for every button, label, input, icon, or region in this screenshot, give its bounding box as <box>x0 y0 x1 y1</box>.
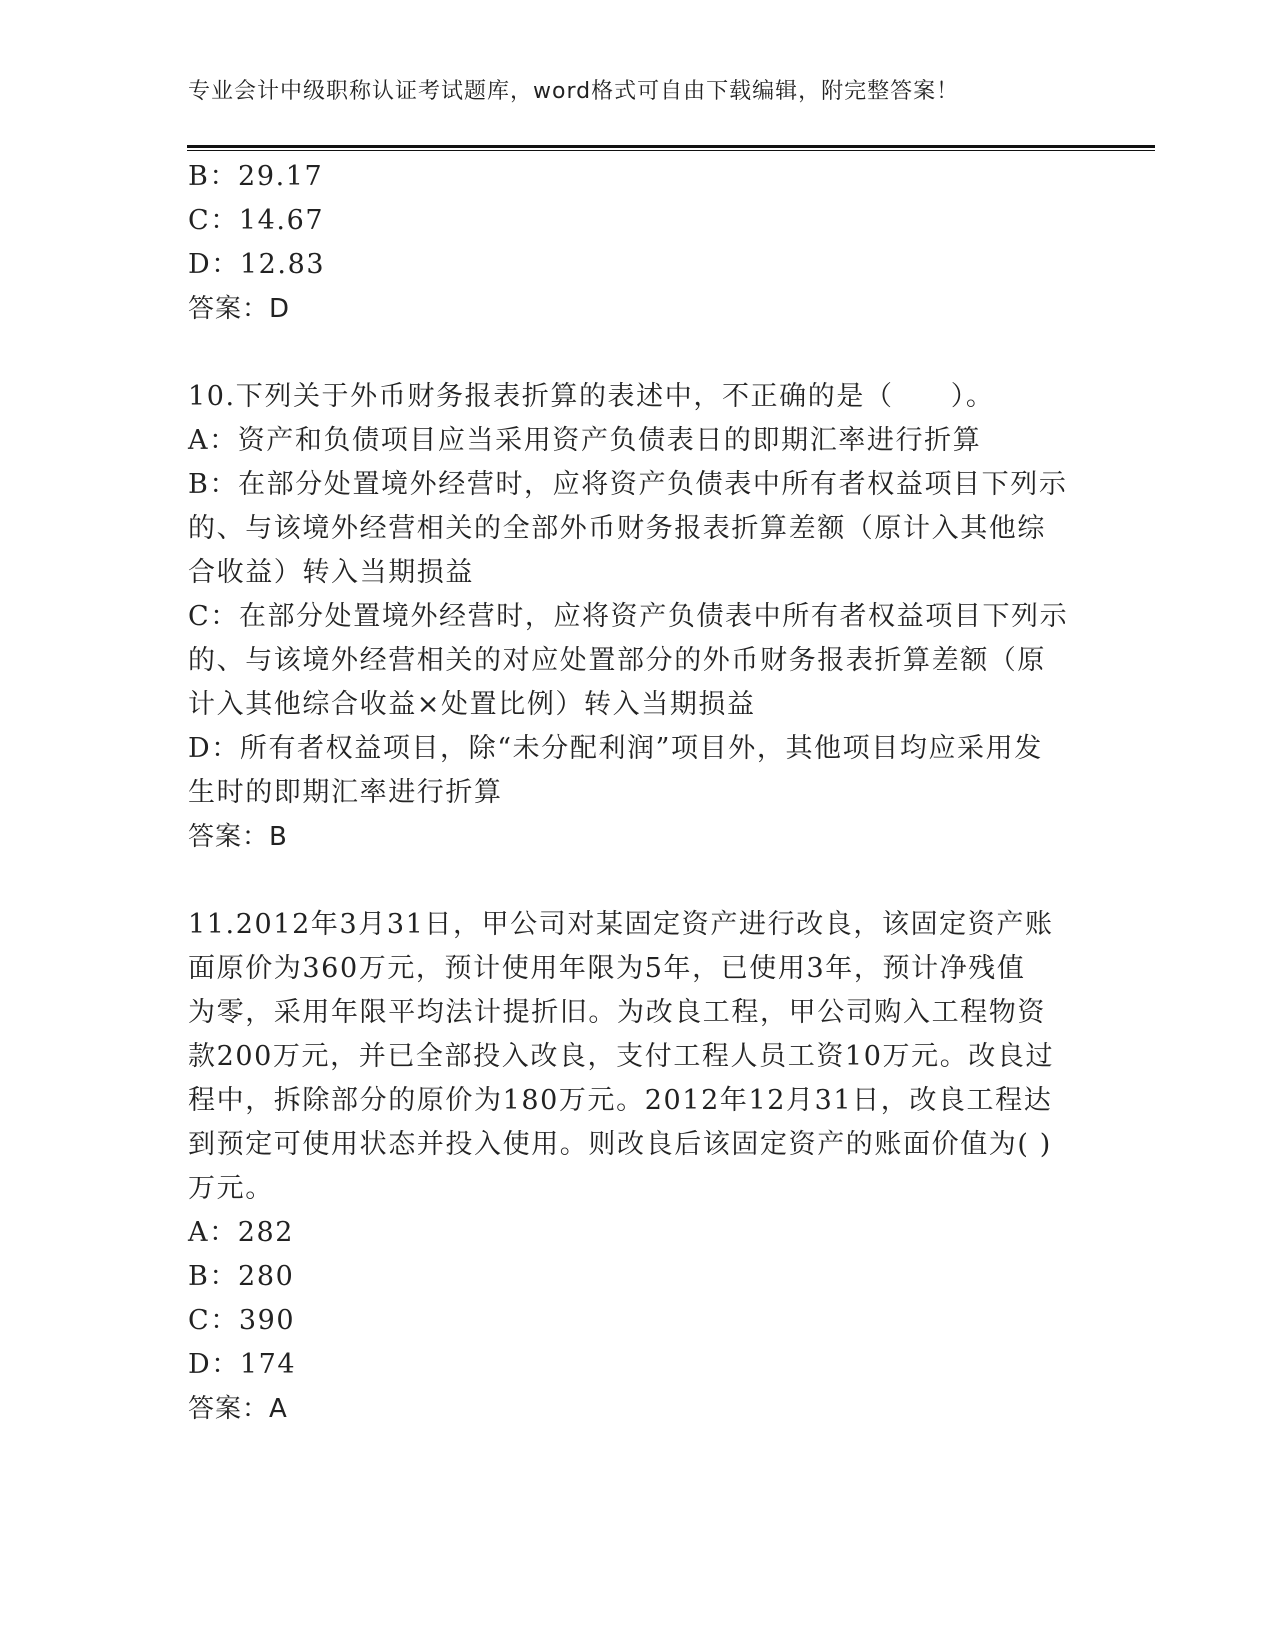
page-header: 专业会计中级职称认证考试题库，word格式可自由下载编辑，附完整答案！ <box>188 79 960 104</box>
q11-option-a: A：282 <box>188 1217 295 1248</box>
q11-option-c: C：390 <box>188 1305 296 1336</box>
q11-stem-line7: 万元。 <box>188 1173 274 1204</box>
q11-option-b: B：280 <box>188 1261 295 1292</box>
q10-option-b-line2: 的、与该境外经营相关的全部外币财务报表折算差额（原计入其他综 <box>188 513 1046 544</box>
header-rule-thick <box>187 145 1155 148</box>
q10-option-c-line2: 的、与该境外经营相关的对应处置部分的外币财务报表折算差额（原 <box>188 645 1046 676</box>
q9-option-d: D：12.83 <box>188 249 326 280</box>
q11-option-d: D：174 <box>188 1349 297 1380</box>
q11-answer: 答案：A <box>188 1394 288 1424</box>
q10-option-a: A：资产和负债项目应当采用资产负债表日的即期汇率进行折算 <box>188 425 982 456</box>
q9-option-c: C：14.67 <box>188 205 325 236</box>
q10-option-c-line1: C：在部分处置境外经营时，应将资产负债表中所有者权益项目下列示 <box>188 601 1069 632</box>
q10-option-b-line1: B：在部分处置境外经营时，应将资产负债表中所有者权益项目下列示 <box>188 469 1068 500</box>
q11-stem-line5: 程中，拆除部分的原价为180万元。2012年12月31日，改良工程达 <box>188 1085 1053 1116</box>
header-rule-thin <box>187 150 1155 151</box>
q11-stem-line6: 到预定可使用状态并投入使用。则改良后该固定资产的账面价值为( ) <box>188 1129 1052 1160</box>
q11-stem-line1: 11.2012年3月31日，甲公司对某固定资产进行改良，该固定资产账 <box>188 909 1054 940</box>
q10-answer: 答案：B <box>188 822 288 852</box>
q10-option-d-line1: D：所有者权益项目，除“未分配利润”项目外，其他项目均应采用发 <box>188 733 1043 764</box>
q11-stem-line4: 款200万元，并已全部投入改良，支付工程人员工资10万元。改良过 <box>188 1041 1055 1072</box>
q11-stem-line3: 为零，采用年限平均法计提折旧。为改良工程，甲公司购入工程物资 <box>188 997 1046 1028</box>
q9-option-b: B：29.17 <box>188 161 324 192</box>
q10-stem: 10.下列关于外币财务报表折算的表述中，不正确的是（ ）。 <box>188 381 995 412</box>
q9-answer: 答案：D <box>188 294 291 324</box>
q10-option-d-line2: 生时的即期汇率进行折算 <box>188 777 503 808</box>
q10-option-b-line3: 合收益）转入当期损益 <box>188 557 474 588</box>
q10-option-c-line3: 计入其他综合收益×处置比例）转入当期损益 <box>188 689 756 720</box>
q11-stem-line2: 面原价为360万元，预计使用年限为5年，已使用3年，预计净残值 <box>188 953 1026 984</box>
